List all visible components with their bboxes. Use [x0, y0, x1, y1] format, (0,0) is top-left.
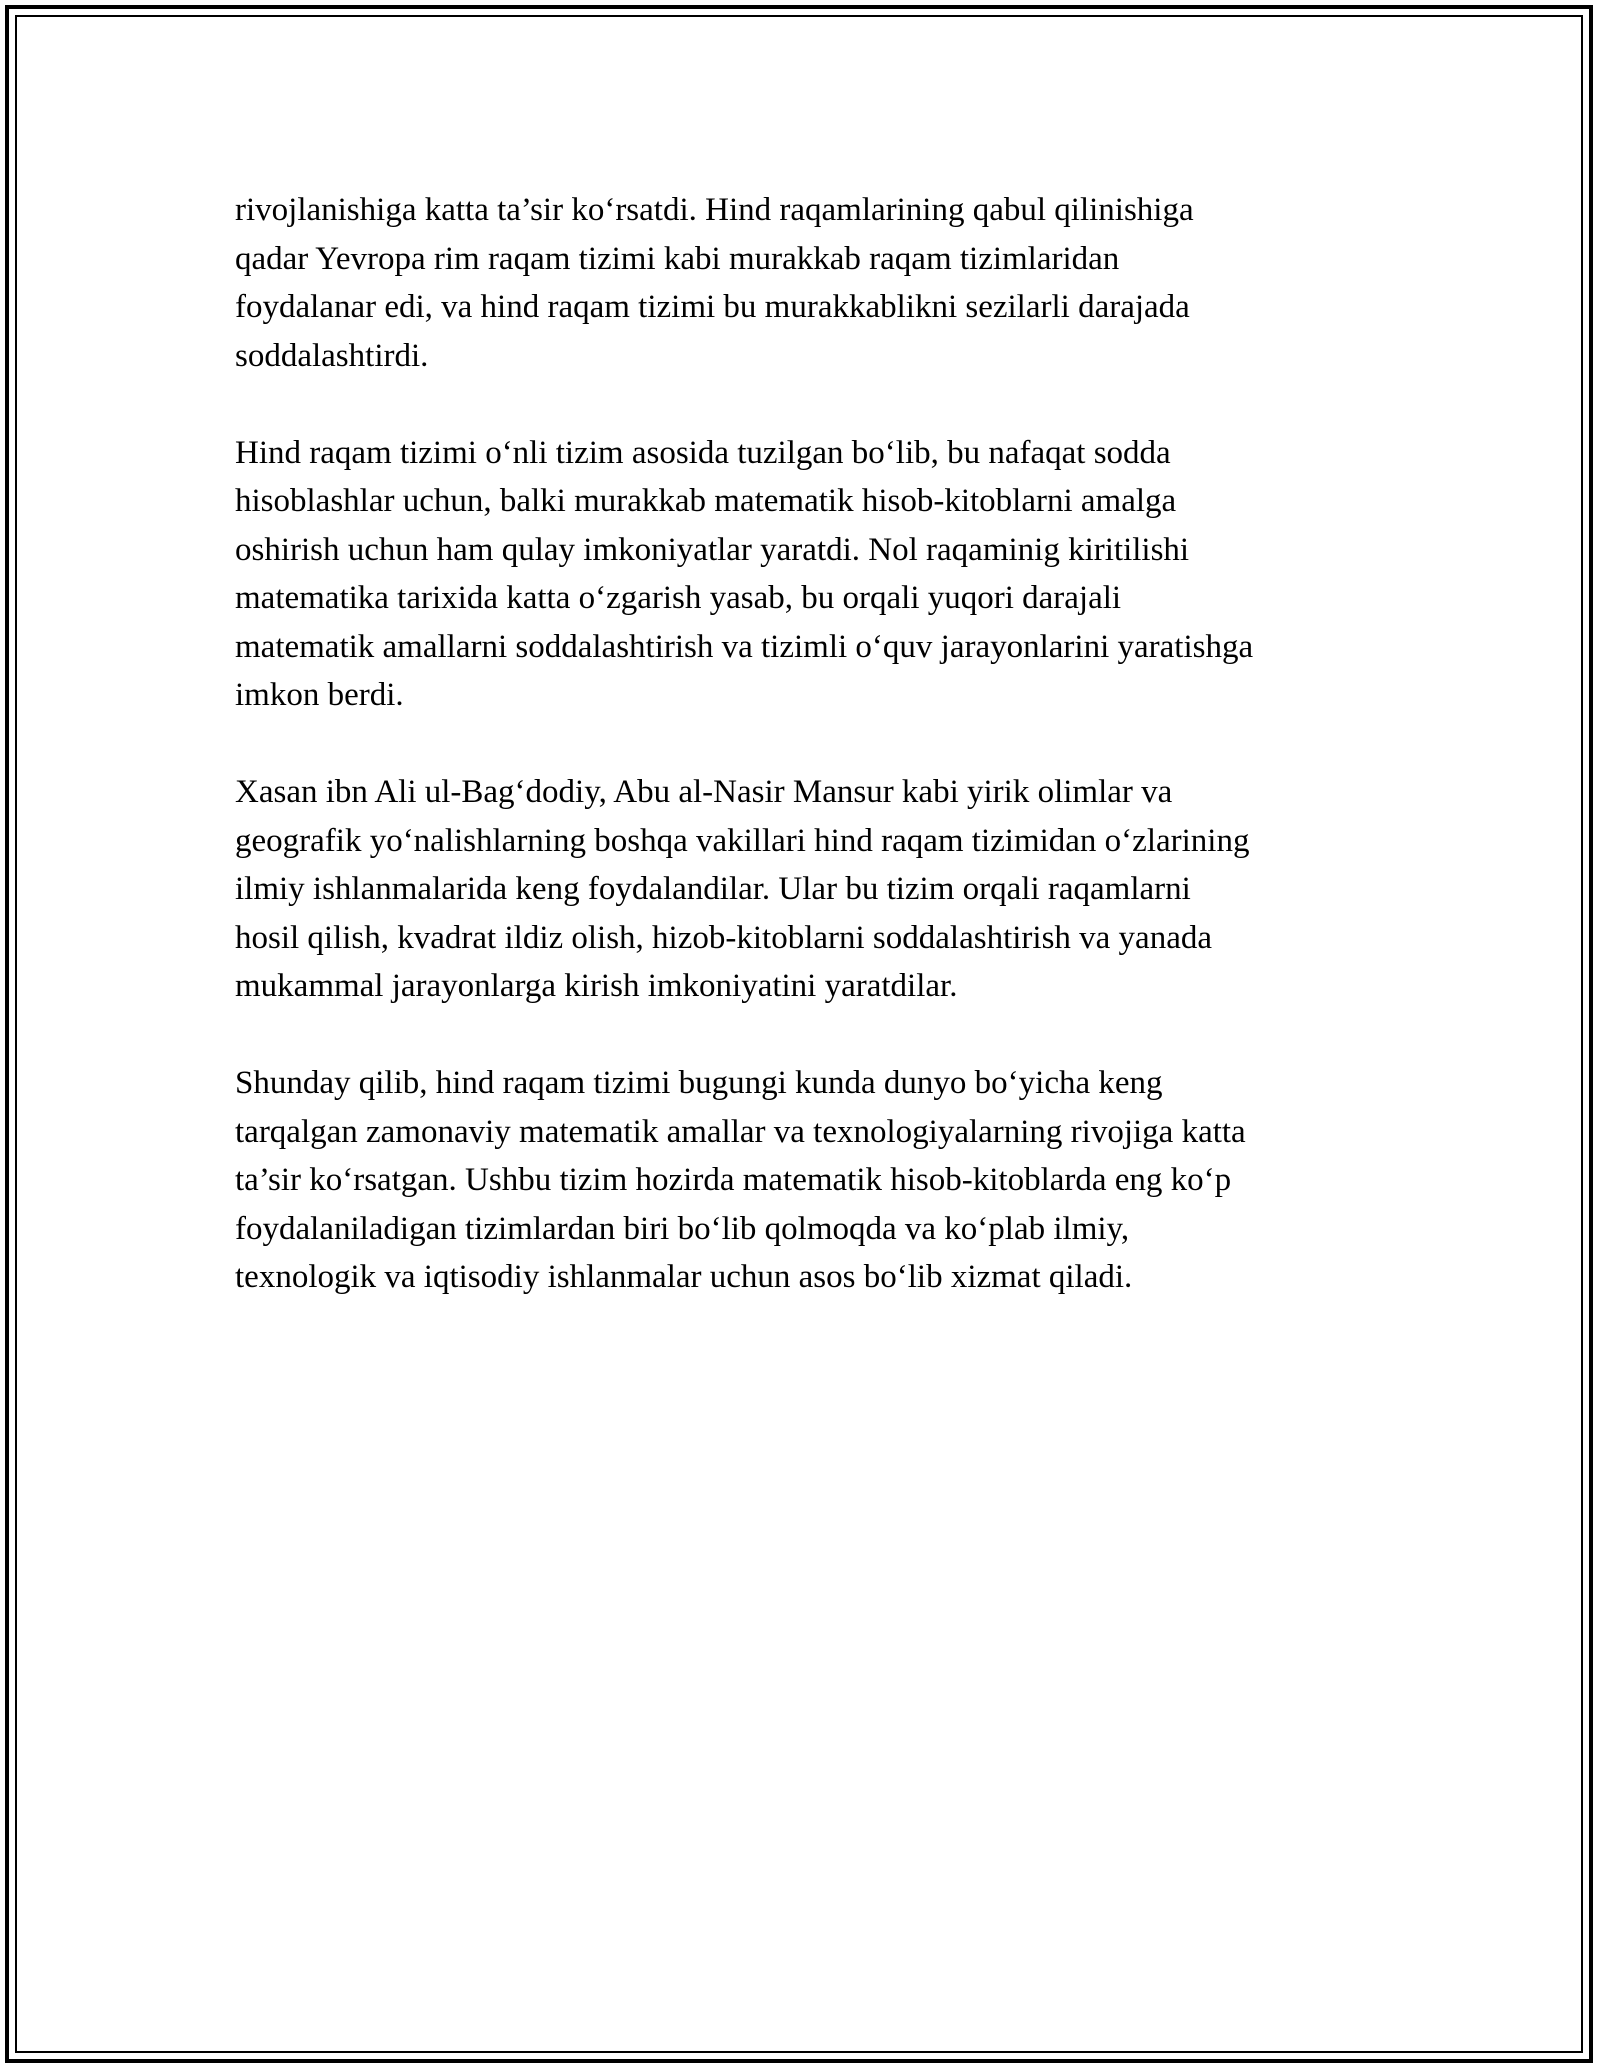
- text-line: ta’sir ko‘rsatgan. Ushbu tizim hozirda matematik hisob-kitoblarda eng ko‘p: [235, 1162, 1232, 1198]
- text-line: matematika tarixida katta o‘zgarish yasab, bu orqali yuqori darajali: [235, 580, 1122, 616]
- text-line: texnologik va iqtisodiy ishlanmalar uchun asos bo‘lib xizmat qiladi.: [235, 1259, 1133, 1295]
- text-line: soddalashtirdi.: [235, 337, 429, 374]
- paragraph-4: [235, 1059, 1395, 1302]
- text-line: rivojlanishiga katta ta’sir ko‘rsatdi. Hind raqamlarining qabul qilinishiga: [235, 192, 1194, 228]
- text-line: hisoblashlar uchun, balki murakkab matematik hisob-kitoblarni amalga: [235, 483, 1177, 519]
- text-line: ilmiy ishlanmalarida keng foydalandilar. Ular bu tizim orqali raqamlarni: [235, 871, 1191, 907]
- document-body: [235, 186, 1395, 1350]
- text-line: Shunday qilib, hind raqam tizimi bugungi kunda dunyo bo‘yicha keng: [235, 1065, 1163, 1101]
- text-line: qadar Yevropa rim raqam tizimi kabi murakkab raqam tizimlaridan: [235, 240, 1120, 277]
- text-line: foydalaniladigan tizimlardan biri bo‘lib qolmoqda va ko‘plab ilmiy,: [235, 1210, 1130, 1247]
- paragraph-3: [235, 768, 1395, 1011]
- text-line: Xasan ibn Ali ul-Bag‘dodiy, Abu al-Nasir Mansur kabi yirik olimlar va: [235, 774, 1173, 810]
- paragraph-2: [235, 429, 1395, 720]
- text-line: matematik amallarni soddalashtirish va tizimli o‘quv jarayonlarini yaratishga: [235, 628, 1254, 665]
- text-line: mukammal jarayonlarga kirish imkoniyatini yaratdilar.: [235, 968, 958, 1004]
- text-line: foydalanar edi, va hind raqam tizimi bu murakkablikni sezilarli darajada: [235, 289, 1190, 325]
- text-line: hosil qilish, kvadrat ildiz olish, hizob-kitoblarni soddalashtirish va yanada: [235, 919, 1212, 956]
- paragraph-1: [235, 186, 1395, 380]
- text-line: tarqalgan zamonaviy matematik amallar va texnologiyalarning rivojiga katta: [235, 1113, 1246, 1150]
- text-line: oshirish uchun ham qulay imkoniyatlar yaratdi. Nol raqaminig kiritilishi: [235, 531, 1190, 568]
- text-line: Hind raqam tizimi o‘nli tizim asosida tuzilgan bo‘lib, bu nafaqat sodda: [235, 434, 1171, 471]
- text-line: imkon berdi.: [235, 677, 404, 713]
- text-line: geografik yo‘nalishlarning boshqa vakillari hind raqam tizimidan o‘zlarining: [235, 822, 1250, 859]
